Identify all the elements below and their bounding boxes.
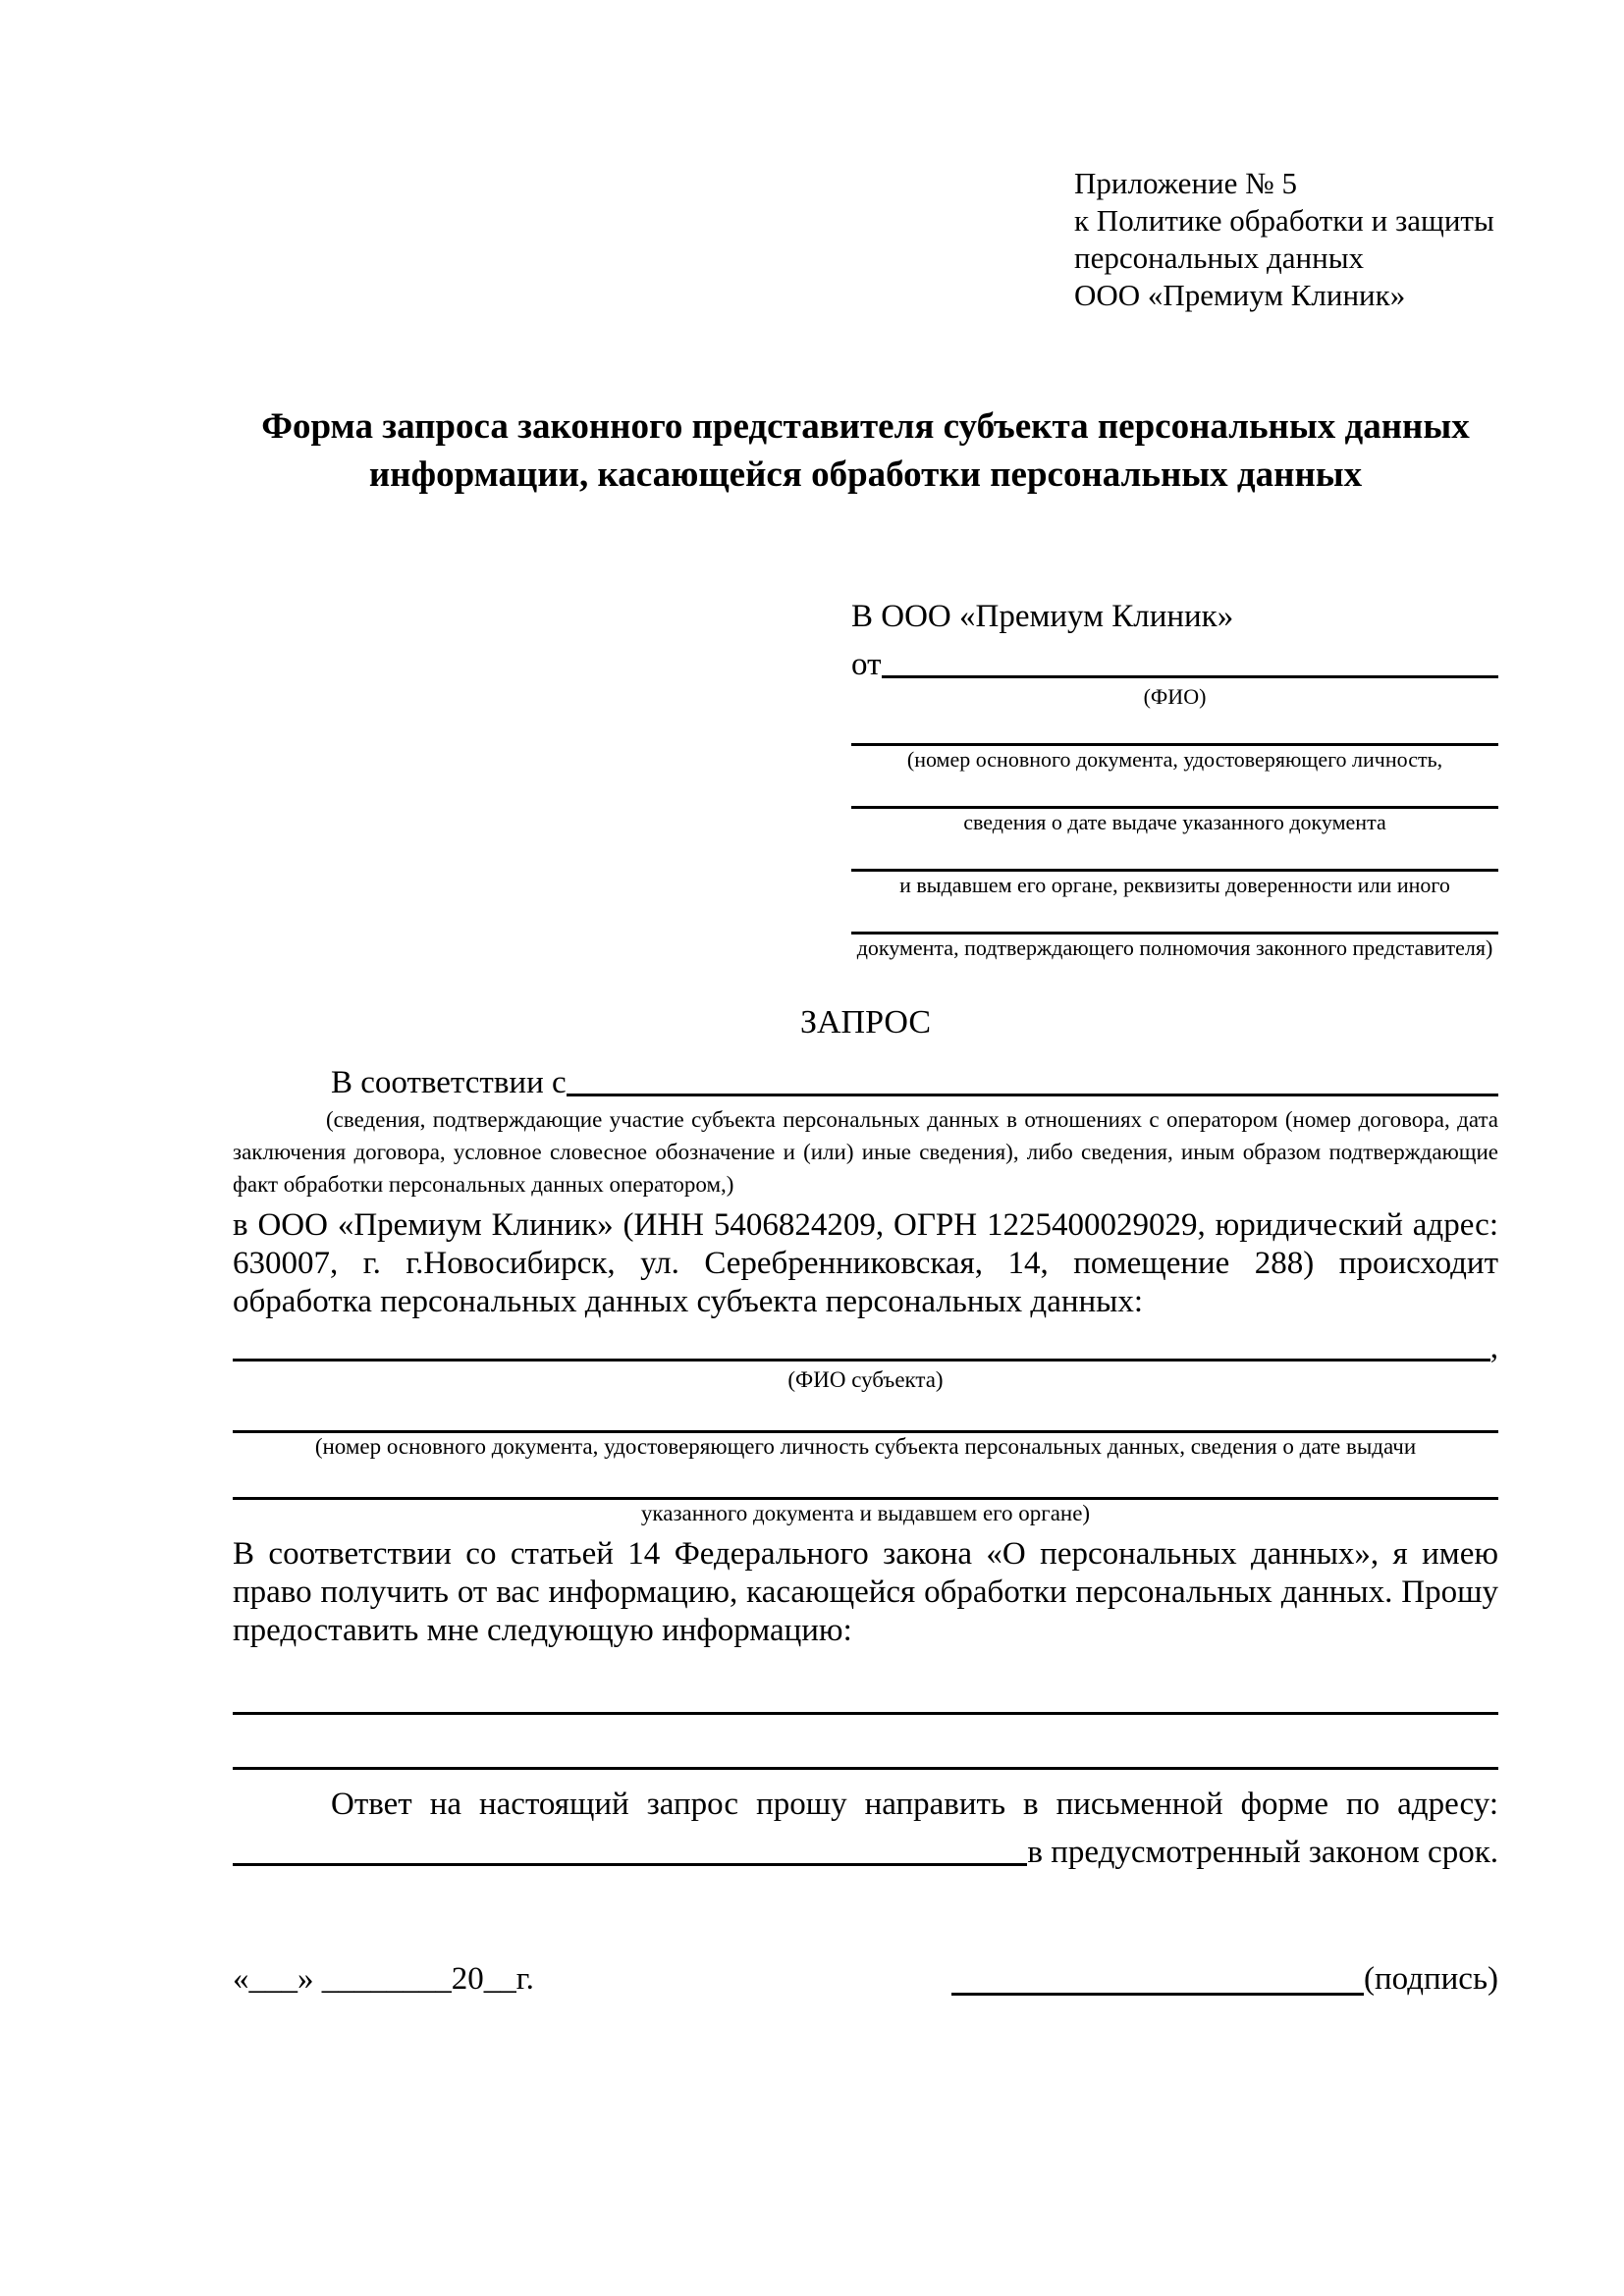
addressee-block	[851, 595, 1498, 962]
representative-doc-blank-line	[851, 842, 1498, 872]
operator-paragraph: в ООО «Премиум Клиник» (ИНН 5406824209, ОГРН 1225400029029, юридический адрес: 630007, г. г.Новосибирск, ул. Серебренниковская, 14, помещение 288) происходит обработка персональных данных субъекта персональных данных:	[233, 1207, 1498, 1319]
fio-caption: (ФИО)	[1143, 684, 1207, 709]
according-row	[233, 1056, 1498, 1101]
page-title-line-1: Форма запроса законного представителя субъекта персональных данных	[261, 406, 1470, 447]
reply-paragraph: Ответ на настоящий запрос прошу направить в письменной форме по адресу:	[331, 1787, 1498, 1822]
subject-fio-blank-line	[233, 1359, 1490, 1362]
information-blank-line	[233, 1685, 1498, 1715]
appendix-header-line: персональных данных	[1074, 240, 1365, 275]
subject-fio-comma: ,	[1489, 1330, 1498, 1365]
from-label: от	[851, 647, 882, 682]
page-title	[233, 402, 1498, 499]
representative-doc-caption: документа, подтверждающего полномочия законного представителя)	[856, 935, 1493, 960]
reply-address-blank-line	[233, 1863, 1027, 1866]
reply-suffix: в предусмотренный законом срок.	[1027, 1835, 1498, 1870]
according-blank-line	[567, 1094, 1498, 1096]
footer-row	[233, 1957, 1498, 2001]
from-fio-blank-line	[882, 675, 1499, 678]
subject-doc-caption: (номер основного документа, удостоверяющего личность субъекта персональных данных, сведения о дате выдачи	[314, 1434, 1417, 1459]
appendix-header-line: ООО «Премиум Клиник»	[1074, 278, 1406, 312]
law-paragraph: В соответствии со статьей 14 Федерального закона «О персональных данных», я имею право получить от вас информацию, касающейся обработки персональных данных. Прошу предоставить мне следующую информацию:	[233, 1536, 1498, 1648]
representative-doc-blank-line	[851, 905, 1498, 934]
representative-doc-blank-line	[851, 779, 1498, 809]
information-blank-line	[233, 1740, 1498, 1770]
appendix-header-line: к Политике обработки и защиты	[1074, 203, 1494, 238]
representative-doc-caption: сведения о дате выдаче указанного документа	[963, 810, 1386, 834]
reply-address-row	[233, 1824, 1498, 1871]
page-title-line-2: информации, касающейся обработки персональных данных	[368, 454, 1363, 495]
subject-doc-blank-line	[233, 1470, 1498, 1500]
from-row	[851, 638, 1498, 683]
signature-blank-line	[951, 1993, 1364, 1996]
appendix-header	[1074, 165, 1498, 314]
according-caption: (сведения, подтверждающие участие субъекта персональных данных в отношениях с оператором (номер договора, дата заключения договора, условное словесное обозначение и (или) иные сведения), либо сведения, иным образом подтверждающие факт обработки персональных данных оператором,)	[233, 1107, 1498, 1197]
addressee-organization: В ООО «Премиум Клиник»	[851, 599, 1234, 634]
signature-group	[951, 1957, 1498, 2001]
representative-doc-blank-line	[851, 717, 1498, 746]
appendix-header-line: Приложение № 5	[1074, 166, 1297, 200]
signature-caption: (подпись)	[1364, 1961, 1498, 1997]
subject-doc-blank-line	[233, 1404, 1498, 1433]
subject-doc-caption: указанного документа и выдавшем его органе)	[640, 1501, 1091, 1525]
according-prefix: В соответствии с	[331, 1065, 567, 1100]
date-line: «___» ________20__г.	[233, 1961, 534, 1997]
representative-doc-caption: и выдавшем его органе, реквизиты доверенности или иного	[899, 873, 1450, 897]
subject-fio-caption: (ФИО субъекта)	[787, 1367, 944, 1392]
representative-doc-caption: (номер основного документа, удостоверяющего личность,	[906, 747, 1443, 772]
subject-fio-row	[233, 1331, 1498, 1366]
request-heading: ЗАПРОС	[799, 1004, 932, 1041]
